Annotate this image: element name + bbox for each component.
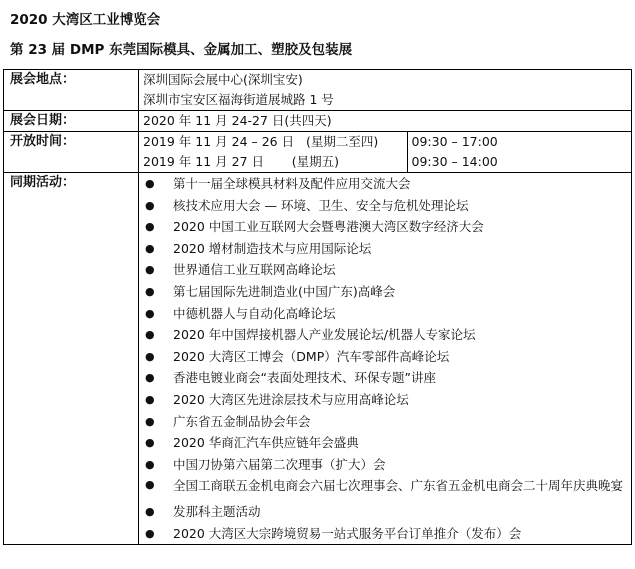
list-item: [143, 216, 631, 238]
bullet-icon: ●: [145, 177, 155, 190]
events-label: 同期活动：: [4, 173, 139, 545]
event-text: 2020 年中国焊接机器人产业发展论坛/机器人专家论坛: [173, 327, 476, 343]
exhibition-title: 第 23 届 DMP 东莞国际模具、金属加工、塑胶及包装展: [10, 42, 353, 58]
bullet-icon: ●: [145, 328, 155, 342]
expo-info-table: [3, 69, 632, 545]
event-text: 2020 大湾区大宗跨境贸易一站式服务平台订单推介（发布）会: [173, 525, 522, 541]
hours-row-1: [139, 132, 631, 152]
event-text: 中德机器人与自动化高峰论坛: [173, 305, 336, 321]
event-text: 全国工商联五金机电商会六届七次理事会、广东省五金机电商会二十周年庆典晚宴: [173, 478, 624, 494]
hours-row: [4, 132, 632, 173]
bullet-icon: ●: [145, 526, 155, 540]
list-item: [143, 432, 631, 454]
hours-value: [139, 132, 632, 173]
list-item: [143, 238, 631, 260]
event-text: 2020 增材制造技术与应用国际论坛: [173, 240, 372, 256]
bullet-icon: ●: [145, 414, 155, 428]
hours-days-2: 2019 年 11 月 27 日 (星期五): [143, 154, 340, 169]
bullet-icon: ●: [145, 220, 155, 234]
date-label: 展会日期：: [4, 111, 139, 132]
bullet-icon: ●: [145, 284, 155, 298]
bullet-icon: ●: [145, 306, 155, 320]
list-item: [143, 281, 631, 303]
hours-row-2: [139, 152, 631, 172]
event-text: 香港电镀业商会“表面处理技术、环保专题”讲座: [173, 370, 436, 386]
bullet-icon: ●: [145, 371, 155, 385]
hours-time-2: 09:30 – 14:00: [407, 152, 631, 172]
list-item: [143, 259, 631, 281]
list-item: [143, 195, 631, 217]
events-row: [4, 173, 632, 545]
list-item: [143, 475, 631, 501]
bullet-icon: ●: [145, 241, 155, 255]
event-text: 中国刀协第六届第二次理事（扩大）会: [173, 456, 386, 472]
event-text: 核技术应用大会 — 环境、卫生、安全与危机处理论坛: [173, 197, 469, 213]
list-item: [143, 389, 631, 411]
hours-label: 开放时间：: [4, 132, 139, 173]
hours-table: [139, 132, 631, 172]
bullet-icon: ●: [145, 349, 155, 363]
event-text: 2020 华商汇汽车供应链年会盛典: [173, 435, 359, 451]
hours-days-1: 2019 年 11 月 24 – 26 日 (星期二至四): [143, 134, 379, 149]
events-value: [139, 173, 632, 545]
bullet-icon: ●: [145, 263, 155, 277]
date-value: 2020 年 11 月 24-27 日(共四天): [139, 111, 632, 132]
event-text: 2020 大湾区工博会（DMP）汽车零部件高峰论坛: [173, 348, 450, 364]
venue-row: [4, 70, 632, 111]
events-list: [143, 173, 631, 544]
event-text: 世界通信工业互联网高峰论坛: [173, 262, 336, 278]
bullet-icon: ●: [145, 504, 155, 518]
bullet-icon: ●: [145, 392, 155, 406]
list-item: [143, 303, 631, 325]
event-text: 发那科主题活动: [173, 503, 261, 519]
list-item: [143, 173, 631, 195]
event-text: 广东省五金制品协会年会: [173, 413, 311, 429]
list-item: [143, 454, 631, 476]
event-text: 第十一届全球模具材料及配件应用交流大会: [173, 176, 411, 191]
venue-label: 展会地点：: [4, 70, 139, 111]
bullet-icon: ●: [145, 457, 155, 471]
list-item: [143, 367, 631, 389]
event-text: 第七届国际先进制造业(中国广东)高峰会: [173, 283, 396, 299]
bullet-icon: ●: [145, 478, 155, 492]
list-item: [143, 324, 631, 346]
expo-title: 2020 大湾区工业博览会: [10, 12, 161, 28]
venue-line-1: 深圳国际会展中心(深圳宝安): [143, 72, 303, 87]
bullet-icon: ●: [145, 436, 155, 450]
list-item: [143, 501, 631, 523]
venue-line-2: 深圳市宝安区福海街道展城路 1 号: [143, 92, 334, 107]
event-text: 2020 大湾区先进涂层技术与应用高峰论坛: [173, 391, 409, 407]
list-item: [143, 346, 631, 368]
hours-time-1: 09:30 – 17:00: [407, 132, 631, 152]
bullet-icon: ●: [145, 198, 155, 212]
event-text: 2020 中国工业互联网大会暨粤港澳大湾区数字经济大会: [173, 219, 484, 235]
date-row: [4, 111, 632, 132]
list-item: [143, 411, 631, 433]
venue-value: [139, 70, 632, 111]
list-item: [143, 523, 631, 545]
